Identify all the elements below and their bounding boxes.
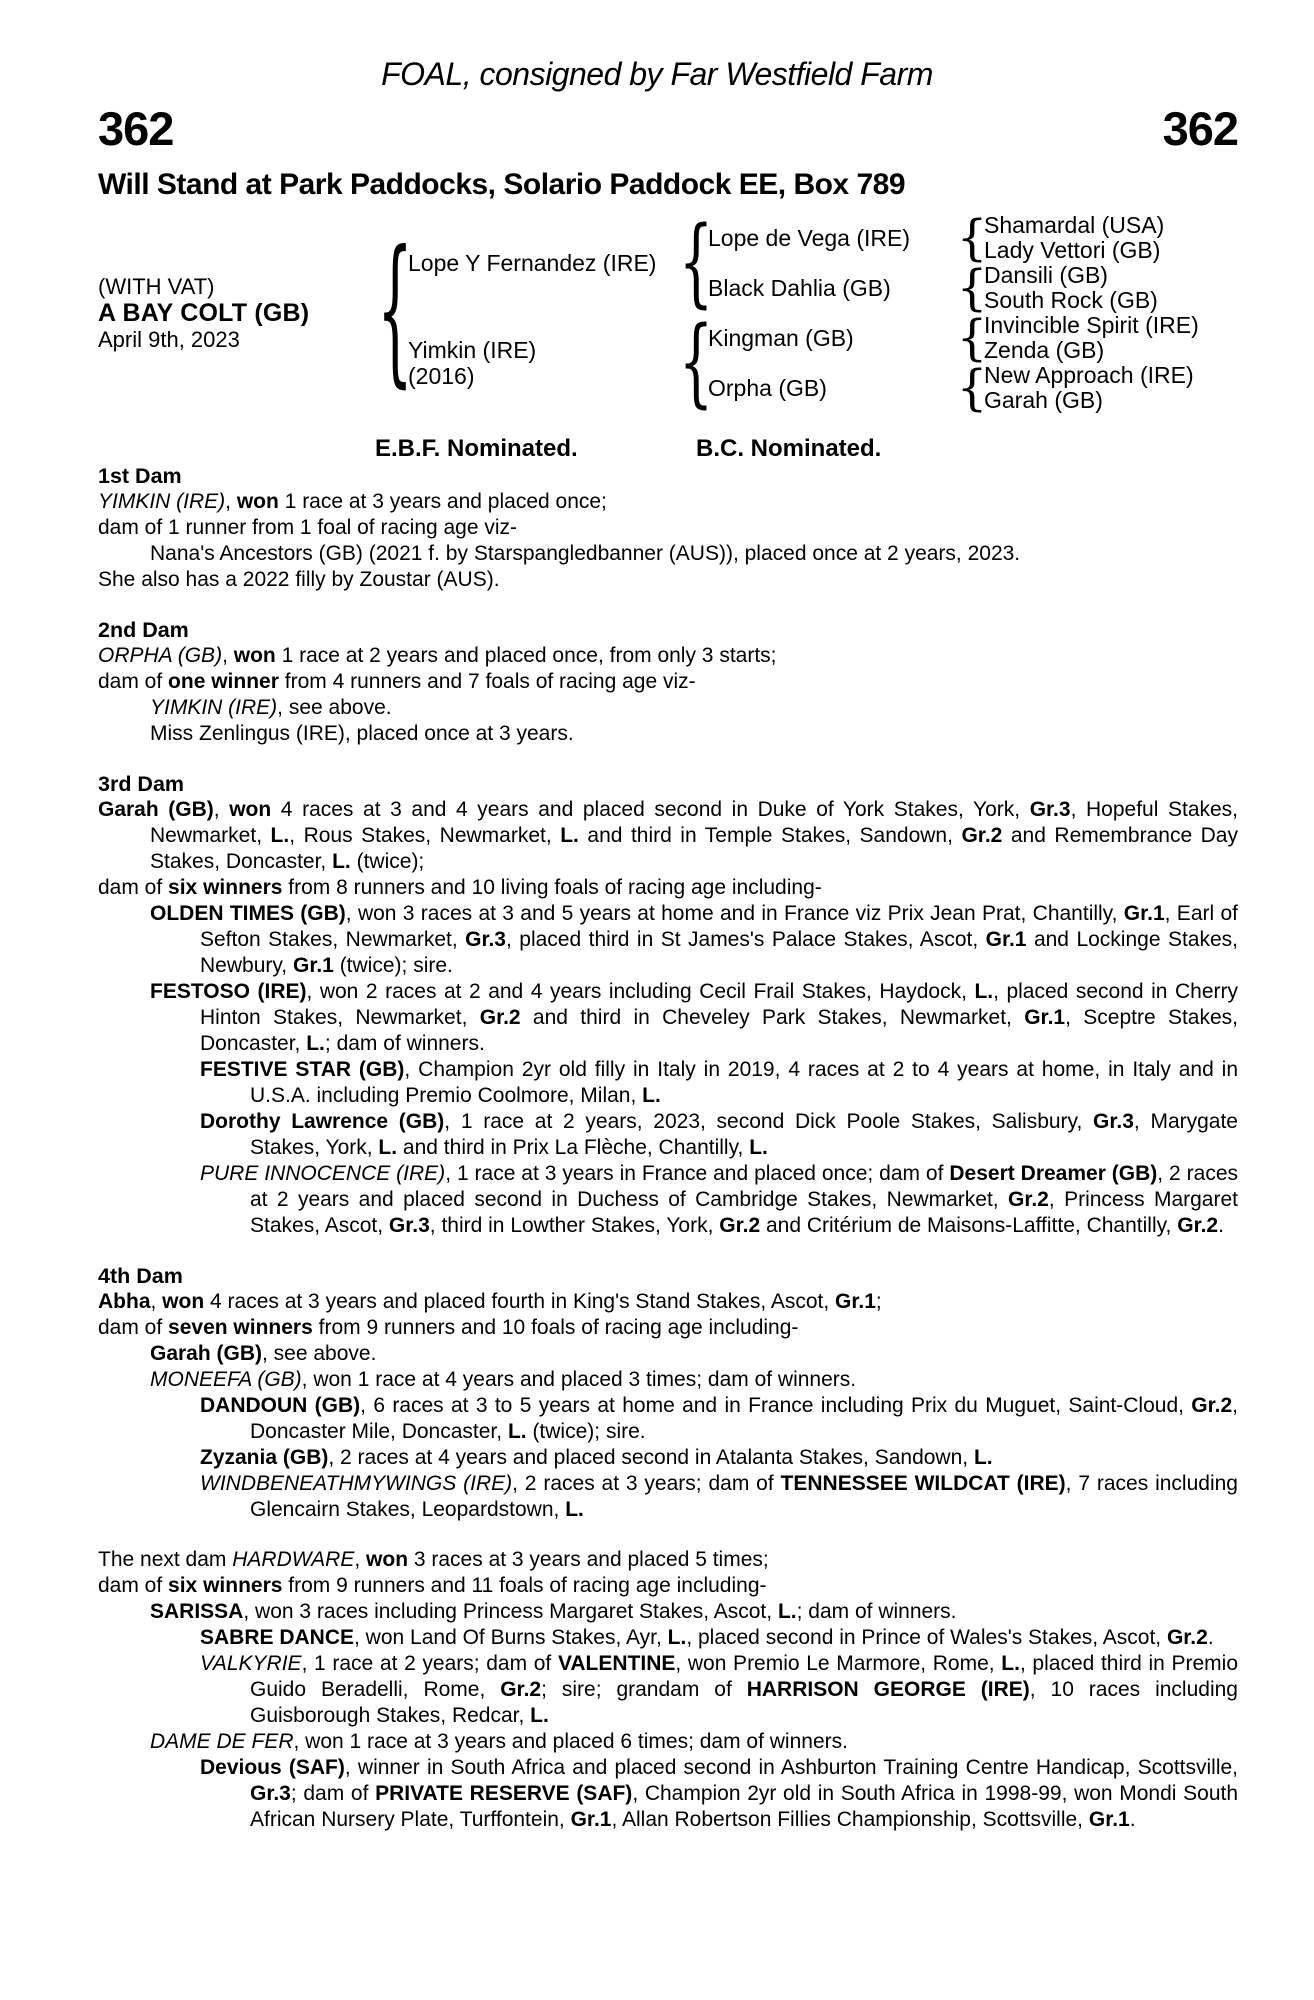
pedigree-paragraph: SARISSA, won 3 races including Princess Margaret Stakes, Ascot, L.; dam of winners.: [150, 1600, 957, 1623]
subject-name: A BAY COLT (GB): [98, 298, 310, 327]
pedigree-paragraph: dam of 1 runner from 1 foal of racing age viz-: [98, 516, 518, 539]
dam-section: [98, 463, 1238, 593]
section-heading: 1st Dam: [98, 464, 182, 488]
sire-grandsire-name: Lope de Vega (IRE): [708, 224, 911, 251]
pedigree-paragraph: Garah (GB), see above.: [150, 1342, 377, 1365]
pedigree-paragraph: MONEEFA (GB), won 1 race at 4 years and placed 3 times; dam of winners.: [150, 1368, 857, 1391]
dam-year: (2016): [408, 363, 475, 389]
pedigree-brace-gp4: {: [956, 359, 988, 417]
pedigree-paragraph: FESTIVE STAR (GB), Champion 2yr old filly in Italy in 2019, 4 races at 2 to 4 years at home, in Italy and in U.S.A. including Premio Coolmore, Milan, L.: [200, 1058, 1239, 1107]
pedigree-brace-gp3: {: [956, 309, 988, 367]
pedigree-paragraph: YIMKIN (IRE), see above.: [150, 696, 392, 719]
pedigree-paragraph: Miss Zenlingus (IRE), placed once at 3 years.: [150, 722, 574, 745]
sire-granddam-name: Black Dahlia (GB): [708, 274, 891, 301]
ggp-name-8: Garah (GB): [984, 387, 1103, 413]
pedigree-paragraph: Dorothy Lawrence (GB), 1 race at 2 years, 2023, second Dick Poole Stakes, Salisbury, Gr.3, Marygate Stakes, York, L. and third in Prix La Flèche, Chantilly, L.: [200, 1110, 1238, 1159]
consignor-line: FOAL, consigned by Far Westfield Farm: [381, 56, 933, 92]
pedigree-paragraph: The next dam HARDWARE, won 3 races at 3 years and placed 5 times;: [98, 1548, 769, 1571]
pedigree-paragraph: SABRE DANCE, won Land Of Burns Stakes, Ayr, L., placed second in Prince of Wales's Stakes, Ascot, Gr.2.: [200, 1626, 1214, 1649]
vat-note: (WITH VAT): [98, 273, 215, 299]
ggp-name-3: Dansili (GB): [984, 262, 1108, 288]
stand-location-line: Will Stand at Park Paddocks, Solario Paddock EE, Box 789: [98, 168, 906, 201]
pedigree-paragraph: She also has a 2022 filly by Zoustar (AUS).: [98, 568, 500, 591]
pedigree-paragraph: dam of one winner from 4 runners and 7 foals of racing age viz-: [98, 670, 696, 693]
pedigree-paragraph: dam of six winners from 8 runners and 10 living foals of racing age including-: [98, 876, 822, 899]
lot-number-right: 362: [1162, 102, 1238, 155]
pedigree-paragraph: dam of seven winners from 9 runners and 10 foals of racing age including-: [98, 1316, 799, 1339]
pedigree-paragraph: Abha, won 4 races at 3 years and placed fourth in King's Stand Stakes, Ascot, Gr.1;: [98, 1290, 882, 1313]
pedigree-brace-dam: {: [678, 306, 714, 419]
pedigree-brace-sire: {: [678, 206, 714, 319]
ggp-name-5: Invincible Spirit (IRE): [984, 312, 1199, 338]
pedigree-paragraph: Nana's Ancestors (GB) (2021 f. by Starspangledbanner (AUS)), placed once at 2 years, 2023.: [150, 542, 1021, 565]
pedigree-paragraph: DAME DE FER, won 1 race at 3 years and placed 6 times; dam of winners.: [150, 1730, 848, 1753]
ggp-name-1: Shamardal (USA): [984, 212, 1165, 238]
sire-name: Lope Y Fernandez (IRE): [408, 249, 657, 276]
dam-section: [98, 1263, 1238, 1523]
dam-sections: [98, 463, 1238, 1833]
pedigree-paragraph: ORPHA (GB), won 1 race at 2 years and placed once, from only 3 starts;: [98, 644, 777, 667]
dam-granddam-name: Orpha (GB): [708, 374, 827, 401]
pedigree-brace-gp2: {: [956, 259, 988, 317]
subject-block: [98, 274, 382, 353]
pedigree-paragraph: WINDBENEATHMYWINGS (IRE), 2 races at 3 years; dam of TENNESSEE WILDCAT (IRE), 7 races including Glencairn Stakes, Leopardstown, L.: [200, 1472, 1238, 1521]
dam-block: [408, 337, 684, 389]
ggp-name-7: New Approach (IRE): [984, 362, 1194, 388]
pedigree-paragraph: Devious (SAF), winner in South Africa and placed second in Ashburton Training Centre Handicap, Scottsville, Gr.3; dam of PRIVATE RESERVE (SAF), Champion 2yr old in South Africa in 1998-99, won Mondi South African Nursery Plate, Turffontein, Gr.1, Allan Robertson Fillies Championship, Scottsville, Gr.1.: [200, 1756, 1239, 1831]
dam-section: [98, 771, 1238, 1239]
pedigree-paragraph: VALKYRIE, 1 race at 2 years; dam of VALENTINE, won Premio Le Marmore, Rome, L., placed third in Premio Guido Beradelli, Rome, Gr.2; sire; grandam of HARRISON GEORGE (IRE), 10 races including Guisborough Stakes, Redcar, L.: [200, 1652, 1238, 1727]
bc-nomination: B.C. Nominated.: [696, 435, 882, 462]
ggp-name-4: South Rock (GB): [984, 287, 1158, 313]
dam-section: [98, 1547, 1238, 1833]
pedigree-paragraph: PURE INNOCENCE (IRE), 1 race at 3 years in France and placed once; dam of Desert Dreamer (GB), 2 races at 2 years and placed second in Duchess of Cambridge Stakes, Newmarket, Gr.2, Princess Margaret Stakes, Ascot, Gr.3, third in Lowther Stakes, York, Gr.2 and Critérium de Maisons-Laffitte, Chantilly, Gr.2.: [200, 1162, 1238, 1237]
pedigree-paragraph: DANDOUN (GB), 6 races at 3 to 5 years at home and in France including Prix du Muguet, Saint-Cloud, Gr.2, Doncaster Mile, Doncaster, L. (twice); sire.: [200, 1394, 1239, 1443]
section-heading: 2nd Dam: [98, 618, 189, 642]
pedigree-table: [98, 206, 1238, 419]
section-heading: 3rd Dam: [98, 772, 185, 796]
pedigree-brace-gp1: {: [956, 209, 988, 267]
ebf-nomination: E.B.F. Nominated.: [375, 435, 578, 462]
pedigree-paragraph: OLDEN TIMES (GB), won 3 races at 3 and 5 years at home and in France viz Prix Jean Prat, Chantilly, Gr.1, Earl of Sefton Stakes, Newmarket, Gr.3, placed third in St James's Palace Stakes, Ascot, Gr.1 and Lockinge Stakes, Newbury, Gr.1 (twice); sire.: [150, 902, 1238, 977]
pedigree-paragraph: dam of six winners from 9 runners and 11 foals of racing age including-: [98, 1574, 767, 1597]
lot-number-row: [98, 102, 1238, 155]
section-heading: 4th Dam: [98, 1264, 183, 1288]
dam-grandsire-name: Kingman (GB): [708, 324, 854, 351]
pedigree-brace-generation1: {: [377, 218, 413, 405]
pedigree-paragraph: Garah (GB), won 4 races at 3 and 4 years and placed second in Duke of York Stakes, York, Gr.3, Hopeful Stakes, Newmarket, L., Rous Stakes, Newmarket, L. and third in Temple Stakes, Sandown, Gr.2 and Remembrance Day Stakes, Doncaster, L. (twice);: [98, 798, 1239, 873]
ggp-name-6: Zenda (GB): [984, 337, 1105, 363]
pedigree-paragraph: Zyzania (GB), 2 races at 4 years and placed second in Atalanta Stakes, Sandown, L.: [200, 1446, 993, 1469]
nominations-row: [98, 435, 1238, 461]
pedigree-paragraph: FESTOSO (IRE), won 2 races at 2 and 4 years including Cecil Frail Stakes, Haydock, L., placed second in Cherry Hinton Stakes, Newmarket, Gr.2 and third in Cheveley Park Stakes, Newmarket, Gr.1, Sceptre Stakes, Doncaster, L.; dam of winners.: [150, 980, 1238, 1055]
lot-number-left: 362: [98, 102, 174, 155]
dam-name: Yimkin (IRE): [408, 337, 537, 363]
pedigree-paragraph: YIMKIN (IRE), won 1 race at 3 years and placed once;: [98, 490, 607, 513]
ggp-name-2: Lady Vettori (GB): [984, 237, 1161, 263]
dam-section: [98, 617, 1238, 747]
foal-date: April 9th, 2023: [98, 326, 240, 352]
